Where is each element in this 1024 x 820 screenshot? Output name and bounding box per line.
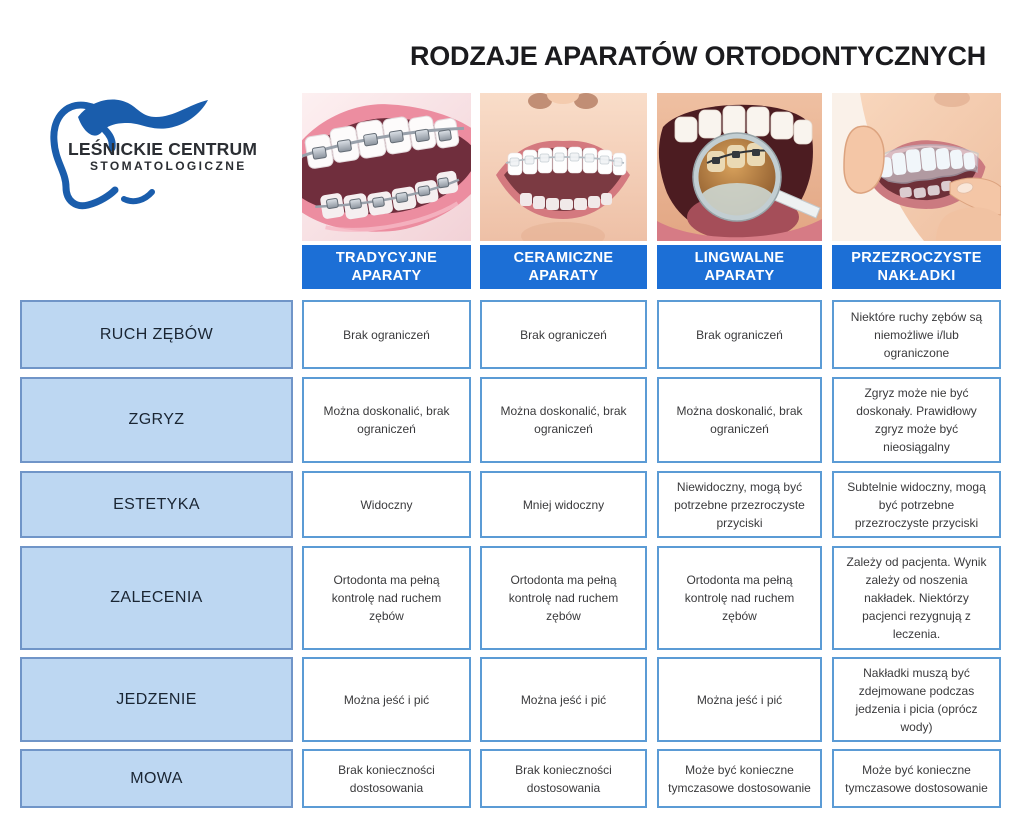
table-cell: Nakładki muszą być zdejmowane podczas jedzenia i picia (oprócz wody) <box>832 657 1001 742</box>
table-cell: Można doskonalić, brak ograniczeń <box>480 377 647 463</box>
table-cell: Brak ograniczeń <box>480 300 647 369</box>
column-header-traditional: TRADYCYJNE APARATY <box>302 245 471 289</box>
table-cell: Subtelnie widoczny, mogą być potrzebne przezroczyste przyciski <box>832 471 1001 538</box>
table-cell: Widoczny <box>302 471 471 538</box>
column-header-ceramic: CERAMICZNE APARATY <box>480 245 647 289</box>
clinic-logo <box>28 95 286 210</box>
table-cell: Zgryz może nie być doskonały. Prawidłowy zgryz może być nieosiągalny <box>832 377 1001 463</box>
table-cell: Może być konieczne tymczasowe dostosowanie <box>832 749 1001 808</box>
row-label-mowa: MOWA <box>20 749 293 808</box>
row-label-jedzenie: JEDZENIE <box>20 657 293 742</box>
table-cell: Można jeść i pić <box>480 657 647 742</box>
table-cell: Ortodonta ma pełną kontrolę nad ruchem zębów <box>657 546 822 650</box>
clinic-name: LEŚNICKIE CENTRUM <box>68 139 258 159</box>
table-cell: Niewidoczny, mogą być potrzebne przezroczyste przyciski <box>657 471 822 538</box>
row-label-estetyka: ESTETYKA <box>20 471 293 538</box>
page-title: RODZAJE APARATÓW ORTODONTYCZNYCH <box>409 41 987 71</box>
table-cell: Może być konieczne tymczasowe dostosowanie <box>657 749 822 808</box>
table-cell: Ortodonta ma pełną kontrolę nad ruchem zębów <box>302 546 471 650</box>
table-cell: Można doskonalić, brak ograniczeń <box>302 377 471 463</box>
table-cell: Można jeść i pić <box>657 657 822 742</box>
table-cell: Brak ograniczeń <box>302 300 471 369</box>
row-label-zgryz: ZGRYZ <box>20 377 293 463</box>
table-cell: Można jeść i pić <box>302 657 471 742</box>
table-cell: Mniej widoczny <box>480 471 647 538</box>
photo-clear-aligners <box>832 93 1001 241</box>
clear-aligner-illustration <box>832 93 1001 241</box>
table-cell: Ortodonta ma pełną kontrolę nad ruchem zębów <box>480 546 647 650</box>
table-cell: Niektóre ruchy zębów są niemożliwe i/lub ograniczone <box>832 300 1001 369</box>
column-header-clear-aligners: PRZEZROCZYSTE NAKŁADKI <box>832 245 1001 289</box>
lingual-braces-illustration <box>657 93 822 241</box>
column-header-lingual: LINGWALNE APARATY <box>657 245 822 289</box>
table-cell: Brak konieczności dostosowania <box>302 749 471 808</box>
row-label-zalecenia: ZALECENIA <box>20 546 293 650</box>
photo-ceramic-braces <box>480 93 647 241</box>
table-cell: Zależy od pacjenta. Wynik zależy od noszenia nakładek. Niektórzy pacjenci rezygnują z leczenia. <box>832 546 1001 650</box>
photo-lingual-braces <box>657 93 822 241</box>
table-cell: Można doskonalić, brak ograniczeń <box>657 377 822 463</box>
traditional-braces-illustration <box>302 93 471 241</box>
clinic-subtitle: STOMATOLOGICZNE <box>90 159 247 173</box>
table-cell: Brak ograniczeń <box>657 300 822 369</box>
row-label-ruch-zebow: RUCH ZĘBÓW <box>20 300 293 369</box>
photo-traditional-braces <box>302 93 471 241</box>
table-cell: Brak konieczności dostosowania <box>480 749 647 808</box>
ceramic-braces-illustration <box>480 93 647 241</box>
